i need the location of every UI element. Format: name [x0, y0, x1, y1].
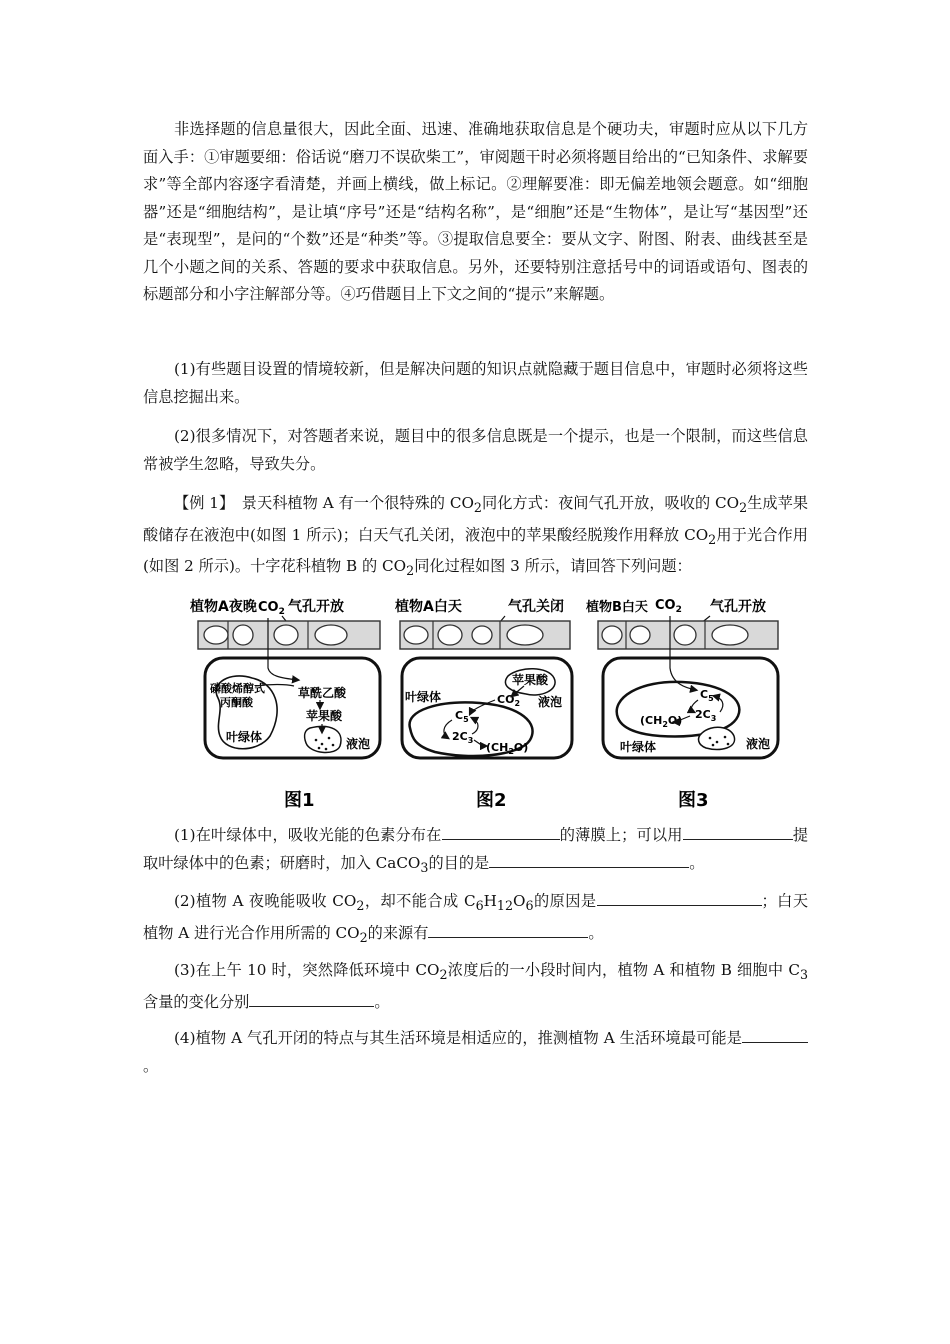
question-1: (1)在叶绿体中，吸收光能的色素分布在 的薄膜上；可以用 提取叶绿体中的色素；研磨时，加入 CaCO$_3$的目的是 。	[143, 826, 809, 875]
q1-blank-2-cont[interactable]	[779, 825, 793, 840]
fig3-c5-label: $C_5$	[700, 688, 714, 703]
fig1-chloroplast-label: 叶绿体	[226, 730, 263, 744]
fig2-c5-label: $C_5$	[455, 709, 469, 724]
example-text-e: 同化过程如图 3 所示，请回答下列问题：	[414, 557, 692, 576]
q1-text-b: 的薄膜上；可以用	[559, 826, 683, 844]
example-tag: 【例 1】	[174, 494, 227, 512]
example-1-paragraph: 【例 1】 景天科植物 A 有一个很特殊的 $CO_2$同化方式：夜间气孔开放，吸收的 $CO_2$生成苹果酸储存在液泡中(如图 1 所示)；白天气孔关闭，液泡中的苹果酸经脱羧作用释放 $CO_2$用于光合作用(如图 2 所示)。十字花科植物 B 的 $CO_2$同化过程如图 3 所示，请回答下列问题：	[143, 494, 809, 579]
q1-blank-1[interactable]	[442, 825, 560, 840]
fig3-chloroplast-label: 叶绿体	[620, 740, 657, 754]
fig2-c3-label: $2C_3$	[452, 730, 474, 745]
q4-blank-2[interactable]	[756, 1028, 808, 1043]
fig1-co2-label: $CO_2$	[258, 600, 285, 617]
q2-text-b: ，却不能合成 C	[364, 892, 476, 910]
fig2-stoma-label: 气孔关闭	[508, 599, 564, 615]
fig1-oaa-label: 草酰乙酸	[298, 686, 347, 700]
fig2-chloroplast-label: 叶绿体	[405, 690, 442, 704]
q1-text-d: 的目的是	[428, 853, 490, 872]
q1-text-a: (1)在叶绿体中，吸收光能的色素分布在	[174, 826, 442, 844]
fig3-stoma-label: 气孔开放	[710, 599, 766, 615]
fig1-title: 植物A夜晚	[190, 599, 257, 615]
fig1-vacuole	[305, 726, 341, 752]
q2-blank-1[interactable]	[597, 891, 762, 906]
fig2-ch2o-label: $(CH_2O)$	[486, 741, 529, 756]
q4-blank-1[interactable]	[742, 1028, 756, 1043]
q3-text-c: 含量的变化分别	[143, 992, 250, 1011]
fig1-stoma-label: 气孔开放	[288, 599, 344, 615]
question-2: (2)植物 A 夜晚能吸收 $CO_2$，却不能合成 $C_6H_{12}O_6$的原因是 ；白天植物 A 进行光合作用所需的 $CO_2$的来源有 。	[143, 892, 809, 945]
q2-blank-2[interactable]	[428, 923, 588, 938]
fig3-c3-label: $2C_3$	[695, 708, 717, 723]
point-2-paragraph: (2)很多情况下，对答题者来说，题目中的很多信息既是一个提示，也是一个限制，而这些信息常被学生忽略，导致失分。	[143, 427, 808, 473]
q1-blank-3[interactable]	[489, 853, 689, 868]
q2-text-d: O	[513, 892, 526, 910]
fig3-title: 植物B白天	[586, 600, 648, 615]
q2-text-f: ；白天植物 A 进行光合作用所需的 CO	[143, 892, 809, 942]
fig2-title: 植物A白天	[395, 599, 462, 615]
fig2-co2-label: $CO_2$	[497, 693, 521, 708]
intro-paragraph: 非选择题的信息量很大，因此全面、迅速、准确地获取信息是个硬功夫，审题时应从以下几方面入手：①审题要细：俗话说“磨刀不误砍柴工”，审阅题干时必须将题目给出的“已知条件、求解要求”等全部内容逐字看清楚，并画上横线，做上标记。②理解要准：即无偏差地领会题意。如“细胞器”还是“细胞结构”，是让填“序号”还是“结构名称”，是“细胞”还是“生物体”，是让写“基因型”还是“表现型”，是问的“个数”还是“种类”等。③提取信息要全：要从文字、附图、附表、曲线甚至是几个小题之间的关系、答题的要求中获取信息。另外，还要特别注意括号中的词语或语句、图表的标题部分和小字注解部分等。④巧借题目上下文之间的“提示”来解题。	[143, 120, 808, 303]
question-4	[143, 1025, 808, 1080]
q1-blank-2[interactable]	[683, 825, 779, 840]
q2-text-a: (2)植物 A 夜晚能吸收 CO	[174, 892, 357, 910]
fig1-caption: 图1	[284, 790, 315, 811]
fig1-vacuole-label: 液泡	[346, 737, 371, 751]
q2-text-g: 的来源有	[367, 923, 429, 942]
q2-text-h: 。	[588, 923, 604, 942]
q2-text-e: 的原因是	[533, 892, 597, 910]
q2-text-c: H	[483, 892, 497, 910]
q1-text-e: 。	[689, 853, 705, 872]
fig1-pep-label: 磷酸烯醇式	[210, 682, 265, 695]
fig3-co2-label: $CO_2$	[655, 598, 682, 615]
example-text-b: 同化方式：夜间气孔开放，吸收的 CO	[481, 494, 740, 512]
q4-text-b: 。	[143, 1056, 159, 1075]
example-text-c: 生成苹果酸储存在液泡中(如图 1 所示)；白天气孔关闭，液泡中的苹果酸经脱羧作用释放 CO	[143, 494, 809, 544]
point-1-paragraph: (1)有些题目设置的情境较新，但是解决问题的知识点就隐藏于题目信息中，审题时必须将这些信息挖掘出来。	[143, 360, 808, 406]
q3-text-d: 。	[374, 992, 390, 1011]
cam-figure	[190, 588, 790, 822]
fig3-vacuole-label: 液泡	[746, 737, 771, 751]
figure-2-panel	[395, 598, 572, 811]
q3-text-b: 浓度后的一小段时间内，植物 A 和植物 B 细胞中 C	[447, 961, 800, 979]
q3-blank[interactable]	[249, 992, 374, 1007]
q3-text-a: (3)在上午 10 时，突然降低环境中 CO	[174, 961, 440, 979]
example-text-d: 用于光合作用(如图 2 所示)。十字花科植物 B 的 CO	[143, 525, 808, 576]
fig1-pep2-label: 丙酮酸	[220, 696, 253, 709]
figure-3-panel	[586, 598, 778, 811]
fig3-ch2o-label: $(CH_2O)$	[640, 714, 683, 729]
fig2-caption: 图2	[476, 790, 507, 811]
fig2-vacuole-label: 液泡	[538, 695, 563, 709]
fig1-malic-label: 苹果酸	[306, 709, 343, 723]
q4-text-a: (4)植物 A 气孔开闭的特点与其生活环境是相适应的，推测植物 A 生活环境最可能是	[174, 1029, 742, 1047]
question-3: (3)在上午 10 时，突然降低环境中 $CO_2$浓度后的一小段时间内，植物 A 和植物 B 细胞中 $C_3$含量的变化分别 。	[143, 961, 808, 1011]
figure-1-panel	[190, 598, 380, 811]
example-text-a: 景天科植物 A 有一个很特殊的 CO	[241, 494, 474, 512]
fig2-malic-label: 苹果酸	[512, 673, 549, 687]
fig3-caption: 图3	[678, 790, 709, 811]
fig3-vacuole	[699, 727, 735, 749]
q1-text-c: 提取叶绿体中的色素；研磨时，加入 CaCO	[143, 826, 809, 872]
